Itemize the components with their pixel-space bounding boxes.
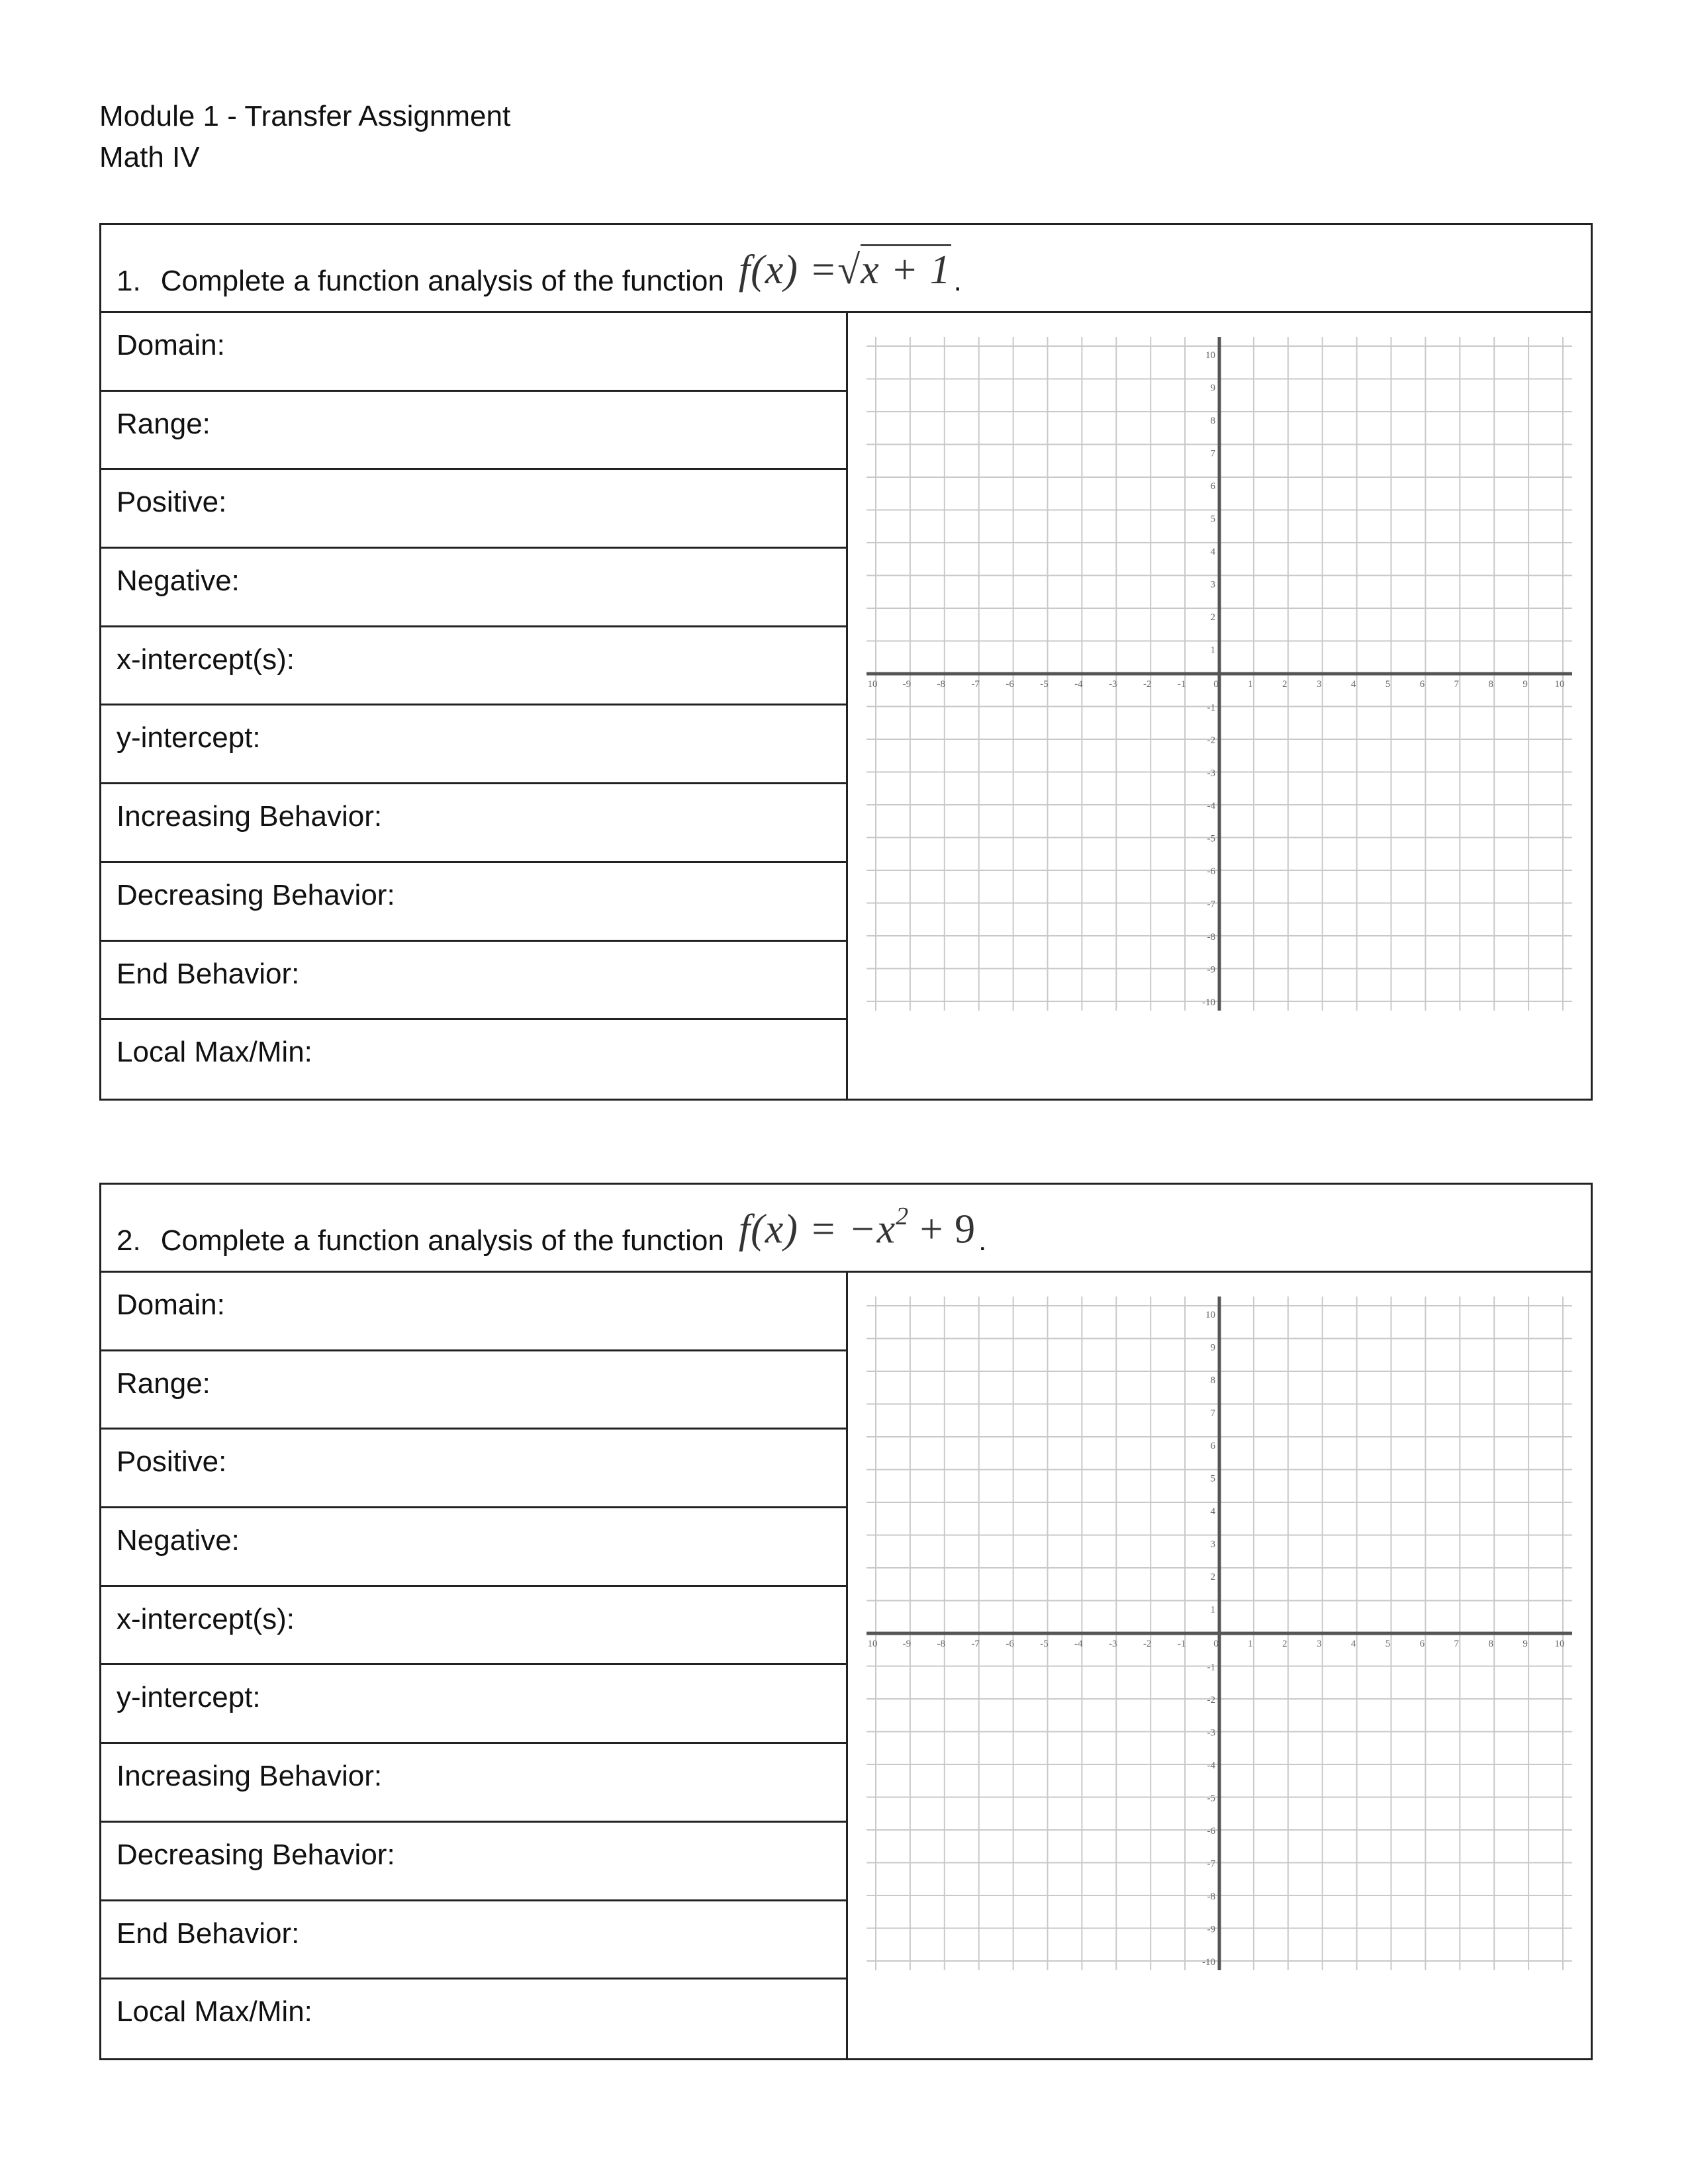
course-name: Math IV [99, 140, 200, 173]
x-tick-label: -1 [1177, 679, 1186, 690]
problem-1-table [99, 223, 1593, 1101]
y-tick-label: -4 [1207, 1760, 1215, 1771]
x-tick-label: -9 [902, 679, 912, 690]
x-tick-label: -8 [937, 679, 946, 690]
y-tick-label: -3 [1207, 768, 1215, 779]
x-tick-label: -4 [1074, 1639, 1083, 1649]
x-tick-label: 0 [1213, 1639, 1219, 1649]
problem-text: Complete a function analysis of the function [160, 1224, 724, 1257]
y-tick-label: 8 [1210, 1375, 1215, 1386]
problem-2-table [99, 1183, 1593, 2060]
x-tick-label: 6 [1419, 1639, 1425, 1649]
y-tick-label: 10 [1205, 1310, 1215, 1320]
y-tick-label: 1 [1210, 645, 1215, 656]
x-tick-label: 7 [1454, 679, 1460, 690]
x-tick-label: 7 [1454, 1639, 1460, 1649]
x-tick-label: 10 [867, 1639, 878, 1649]
y-tick-label: 9 [1210, 383, 1215, 394]
y-tick-label: -2 [1207, 735, 1215, 746]
x-tick-label: 2 [1282, 679, 1288, 690]
problem-2-prompt: 2. Complete a function analysis of the function $f(x) = -x^2 + 9$ . [101, 1185, 1591, 1273]
x-tick-label: -2 [1143, 1639, 1152, 1649]
field-end-behavior[interactable]: End Behavior: [101, 942, 846, 1021]
field-local-max-min[interactable]: Local Max/Min: [117, 1036, 312, 1069]
y-tick-label: 3 [1210, 579, 1215, 590]
x-tick-label: -3 [1109, 679, 1117, 690]
y-tick-label: -5 [1207, 1793, 1215, 1804]
field-x-intercepts[interactable]: x-intercept(s): [101, 627, 846, 706]
x-tick-label: 8 [1488, 679, 1493, 690]
x-tick-label: -7 [971, 679, 980, 690]
field-y-intercept[interactable]: y-intercept: [101, 1665, 846, 1744]
y-tick-label: 6 [1210, 481, 1215, 492]
x-tick-label: 10 [867, 679, 878, 690]
y-tick-label: 5 [1210, 1473, 1215, 1484]
field-negative[interactable]: Negative: [101, 1508, 846, 1587]
document-header [99, 96, 510, 177]
field-decreasing[interactable]: Decreasing Behavior: [101, 863, 846, 942]
y-tick-label: -7 [1207, 1858, 1215, 1870]
y-tick-label: 2 [1210, 612, 1215, 623]
y-tick-label: -9 [1207, 1924, 1215, 1935]
y-tick-label: -2 [1207, 1695, 1215, 1706]
y-tick-label: -1 [1207, 1662, 1215, 1673]
field-negative[interactable]: Negative: [101, 549, 846, 627]
y-tick-label: 4 [1210, 1506, 1215, 1517]
field-domain[interactable]: Domain: [101, 1273, 846, 1351]
y-tick-label: 7 [1210, 448, 1215, 459]
problem-text: Complete a function analysis of the function [160, 265, 724, 297]
y-tick-label: -8 [1207, 932, 1215, 942]
x-tick-label: -6 [1006, 679, 1014, 690]
x-tick-label: 2 [1282, 1639, 1288, 1649]
y-tick-label: 7 [1210, 1408, 1215, 1419]
function-formula: $f(x) = -x^2 + 9$ [738, 1203, 976, 1252]
x-tick-label: 3 [1316, 1639, 1322, 1649]
x-tick-label: -8 [937, 1639, 946, 1649]
y-tick-label: -6 [1207, 866, 1215, 877]
x-tick-label: 1 [1248, 679, 1253, 690]
x-tick-label: 9 [1523, 1639, 1528, 1649]
y-tick-label: -4 [1207, 801, 1215, 811]
y-tick-label: -10 [1202, 1957, 1215, 1968]
y-tick-label: -3 [1207, 1727, 1215, 1739]
x-tick-label: -6 [1006, 1639, 1014, 1649]
field-range[interactable]: Range: [101, 1351, 846, 1430]
x-tick-label: -2 [1143, 679, 1152, 690]
field-local-max-min[interactable]: Local Max/Min: [117, 1995, 312, 2028]
y-tick-label: -6 [1207, 1826, 1215, 1837]
y-tick-label: -1 [1207, 702, 1215, 713]
y-tick-label: 10 [1205, 350, 1215, 361]
x-tick-label: 8 [1488, 1639, 1493, 1649]
function-formula: f(x) =√x + 1 [739, 247, 951, 294]
x-tick-label: 10 [1554, 679, 1565, 690]
y-tick-label: 4 [1210, 547, 1215, 557]
field-domain[interactable]: Domain: [101, 313, 846, 392]
x-tick-label: 3 [1316, 679, 1322, 690]
field-increasing[interactable]: Increasing Behavior: [101, 1744, 846, 1823]
y-tick-label: 6 [1210, 1441, 1215, 1451]
y-tick-label: -10 [1202, 997, 1215, 1008]
x-tick-label: -3 [1109, 1639, 1117, 1649]
x-tick-label: -5 [1040, 679, 1049, 690]
field-end-behavior[interactable]: End Behavior: [101, 1901, 846, 1980]
field-y-intercept[interactable]: y-intercept: [101, 705, 846, 784]
analysis-fields [101, 1273, 848, 2058]
x-tick-label: 4 [1350, 1639, 1356, 1649]
x-tick-label: -7 [971, 1639, 980, 1649]
x-tick-label: 10 [1554, 1639, 1565, 1649]
x-tick-label: -9 [902, 1639, 912, 1649]
problem-number: 2. [117, 1224, 141, 1257]
y-tick-label: 2 [1210, 1572, 1215, 1582]
x-tick-label: -5 [1040, 1639, 1049, 1649]
problem-number: 1. [117, 265, 141, 297]
x-tick-label: 5 [1385, 679, 1391, 690]
y-tick-label: 9 [1210, 1342, 1215, 1353]
coordinate-grid-2[interactable] [848, 1273, 1591, 2058]
y-tick-label: -9 [1207, 964, 1215, 976]
x-tick-label: 0 [1213, 679, 1219, 690]
field-increasing[interactable]: Increasing Behavior: [101, 784, 846, 863]
x-tick-label: -1 [1177, 1639, 1186, 1649]
field-positive[interactable]: Positive: [101, 470, 846, 549]
field-x-intercepts[interactable]: x-intercept(s): [101, 1587, 846, 1666]
y-tick-label: -7 [1207, 899, 1215, 910]
problem-1-prompt: 1. Complete a function analysis of the function f(x) =√x + 1 . [101, 225, 1591, 313]
y-tick-label: -8 [1207, 1891, 1215, 1902]
y-tick-label: 1 [1210, 1604, 1215, 1615]
y-tick-label: 8 [1210, 416, 1215, 426]
x-tick-label: 6 [1419, 679, 1425, 690]
sqrt-symbol: √ [837, 248, 861, 293]
analysis-fields [101, 313, 848, 1099]
x-tick-label: 9 [1523, 679, 1528, 690]
field-decreasing[interactable]: Decreasing Behavior: [101, 1823, 846, 1901]
coordinate-grid-svg[interactable] [848, 313, 1591, 1099]
field-positive[interactable]: Positive: [101, 1430, 846, 1508]
y-tick-label: 3 [1210, 1539, 1215, 1550]
coordinate-grid-svg[interactable] [848, 1273, 1591, 2058]
field-range[interactable]: Range: [101, 392, 846, 471]
x-tick-label: 4 [1350, 679, 1356, 690]
y-tick-label: 5 [1210, 514, 1215, 525]
x-tick-label: -4 [1074, 679, 1083, 690]
x-tick-label: 1 [1248, 1639, 1253, 1649]
y-tick-label: -5 [1207, 833, 1215, 844]
coordinate-grid-1[interactable] [848, 313, 1591, 1099]
assignment-title: Module 1 - Transfer Assignment [99, 100, 511, 132]
x-tick-label: 5 [1385, 1639, 1391, 1649]
